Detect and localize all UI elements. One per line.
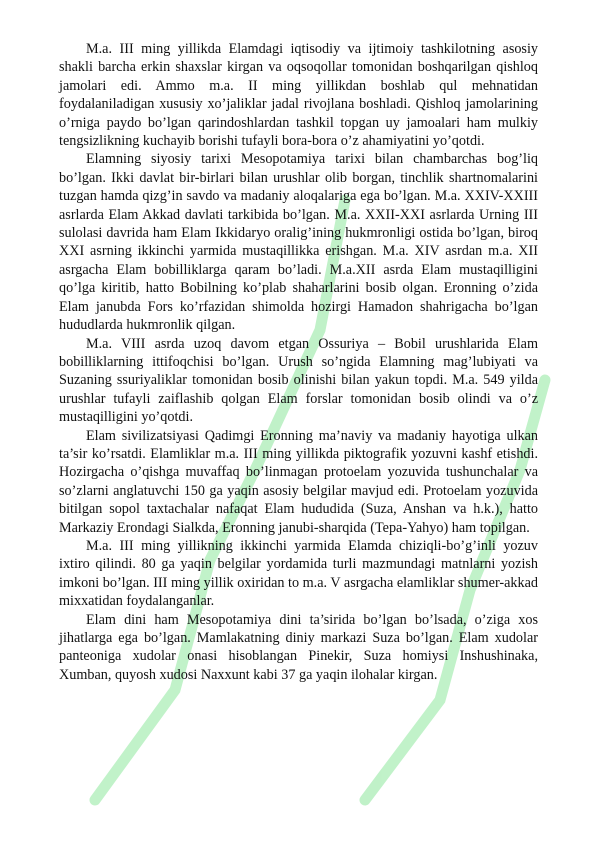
paragraph-5: M.a. III ming yillikning ikkinchi yarmida Elamda chiziqli-bo’g’inli yozuv ixtiro qilindi. 80 ga yaqin belgilar yordamida turli mazmundagi matnlarni yozish imkoni bo’lgan. III ming yillik oxiridan to m.a. V asrgacha elamliklar shumer-akkad mixxatidan foydalanganlar. xyxy=(59,537,538,610)
paragraph-4: Elam sivilizatsiyasi Qadimgi Eronning ma’naviy va madaniy hayotiga ulkan ta’sir ko’rsatdi. Elamliklar m.a. III ming yillikda piktografik yozuvni kashf etishdi. Hozirgacha o’qishga muvaffaq bo’linmagan protoelam yozuvida tushunchalar va so’zlarni anglatuvchi 150 ga yaqin asosiy belgilar mavjud edi. Protoelam yozuvida bitilgan sopol taxtachalar nafaqat Elam hududida (Suza, Anshan va h.k.), hatto Markaziy Erondagi Sialkda, Eronning janubi-sharqida (Tepa-Yahyo) ham topilgan. xyxy=(59,427,538,536)
document-page xyxy=(59,40,538,684)
paragraph-3: M.a. VIII asrda uzoq davom etgan Ossuriya – Bobil urushlarida Elam bobilliklarning ittifoqchisi bo’lgan. Urush so’ngida Elamning mag’lubiyati va Suzaning ssuriyaliklar tomonidan bosib olinishi bilan yakun topdi. M.a. 549 yilda urushlar tufayli zaiflashib qolgan Elam forslar tomonidan bosib olindi va o’z mustaqilligini yo’qotdi. xyxy=(59,335,538,426)
paragraph-2: Elamning siyosiy tarixi Mesopotamiya tarixi bilan chambarchas bog’liq bo’lgan. Ikki davlat bir-birlari bilan urushlar olib borgan, tinchlik shartnomalarini tuzgan hamda qizg’in savdo va madaniy aloqalariga ega bo’lgan. M.a. XXIV-XXIII asrlarda Elam Akkad davlati tarkibida bo’lgan. M.a. XXII-XXI asrlarda Urning III sulolasi davrida ham Elam Ikkidaryo oralig’ining hukmronligi ostida bo’lgan, biroq XXI asrning ikkinchi yarmida mustaqillikka erishgan. M.a. XIV asrdan m.a. XII asrgacha Elam bobilliklarga qaram bo’ladi. M.a.XII asrda Elam mustaqilligini qo’lga kiritib, hatto Bobilning ko’plab shaharlarini bosib olgan. Eronning o’zida Elam janubda Fors ko’rfazidan shimolda hozirgi Hamadon shahrigacha bo’lgan hududlarda hukmronlik qilgan. xyxy=(59,151,538,334)
paragraph-6: Elam dini ham Mesopotamiya dini ta’sirida bo’lgan bo’lsada, o’ziga xos jihatlarga ega bo’lgan. Mamlakatning diniy markazi Suza bo’lgan. Elam xudolar panteoniga xudolar onasi hisoblangan Pinekir, Suza homiysi Inshushinaka, Xumban, quyosh xudosi Naxxunt kabi 37 ga yaqin ilohalar kirgan. xyxy=(59,611,538,683)
paragraph-1: M.a. III ming yillikda Elamdagi iqtisodiy va ijtimoiy tashkilotning asosiy shakli barcha erkin shaxslar kirgan va oqsoqollar tomonidan boshqarilgan qishloq jamolari edi. Ammo m.a. II ming yillikdan boshlab qul mehnatidan foydalaniladigan xususiy xo’jaliklar jadal rivojlana boshladi. Qishloq jamolarining o’rniga paydo bo’lgan qarindoshlardan tashkil topgan uy jamoalari ham mulkiy tengsizlikning kuchayib borishi tufayli bora-bora o’z ahamiyatini yo’qotdi. xyxy=(59,41,538,150)
